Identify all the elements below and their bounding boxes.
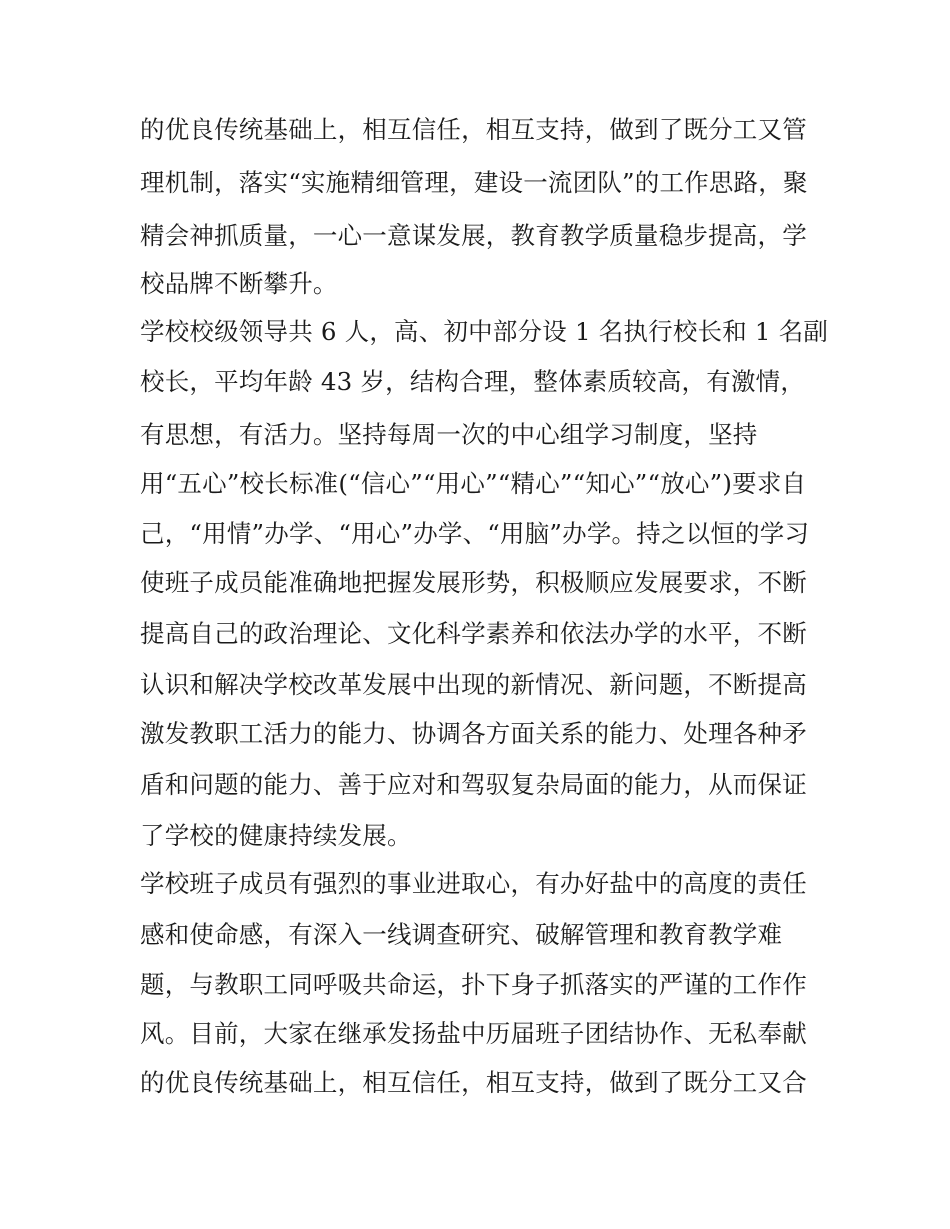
text-line: 认识和解决学校改革发展中出现的新情况、新问题，不断提高 <box>140 670 807 699</box>
text-line: 的优良传统基础上，相互信任，相互支持，做到了既分工又合 <box>140 1068 807 1097</box>
text-line: 了学校的健康持续发展。 <box>140 821 412 850</box>
text-line: 使班子成员能准确地把握发展形势，积极顺应发展要求，不断 <box>140 568 807 597</box>
text-line: 盾和问题的能力、善于应对和驾驭复杂局面的能力，从而保证 <box>140 770 807 799</box>
text-line: 风。目前，大家在继承发扬盐中历届班子团结协作、无私奉献 <box>140 1019 807 1048</box>
text-line: 用“五心”校长标准(“信心”“用心”“精心”“知心”“放心”)要求自 <box>140 469 807 498</box>
text-line: 有思想，有活力。坚持每周一次的中心组学习制度，坚持 <box>140 420 758 449</box>
text-line: 理机制，落实“实施精细管理，建设一流团队”的工作思路，聚 <box>140 168 808 197</box>
text-line: 校长，平均年龄 43 岁，结构合理，整体素质较高，有激情， <box>140 367 806 396</box>
text-line: 学校班子成员有强烈的事业进取心，有办好盐中的高度的责任 <box>140 869 807 898</box>
text-line: 己，“用情”办学、“用心”办学、“用脑”办学。持之以恒的学习 <box>140 519 810 548</box>
text-line: 的优良传统基础上，相互信任，相互支持，做到了既分工又管 <box>140 115 807 144</box>
text-line: 校品牌不断攀升。 <box>140 269 338 298</box>
text-line: 提高自己的政治理论、文化科学素养和依法办学的水平，不断 <box>140 619 807 648</box>
text-line: 学校校级领导共 6 人，高、初中部分设 1 名执行校长和 1 名副 <box>140 317 829 346</box>
text-line: 精会神抓质量，一心一意谋发展，教育教学质量稳步提高，学 <box>140 221 807 250</box>
text-line: 题，与教职工同呼吸共命运，扑下身子抓落实的严谨的工作作 <box>140 970 807 999</box>
text-line: 感和使命感，有深入一线调查研究、破解管理和教育教学难 <box>140 920 783 949</box>
text-line: 激发教职工活力的能力、协调各方面关系的能力、处理各种矛 <box>140 719 807 748</box>
